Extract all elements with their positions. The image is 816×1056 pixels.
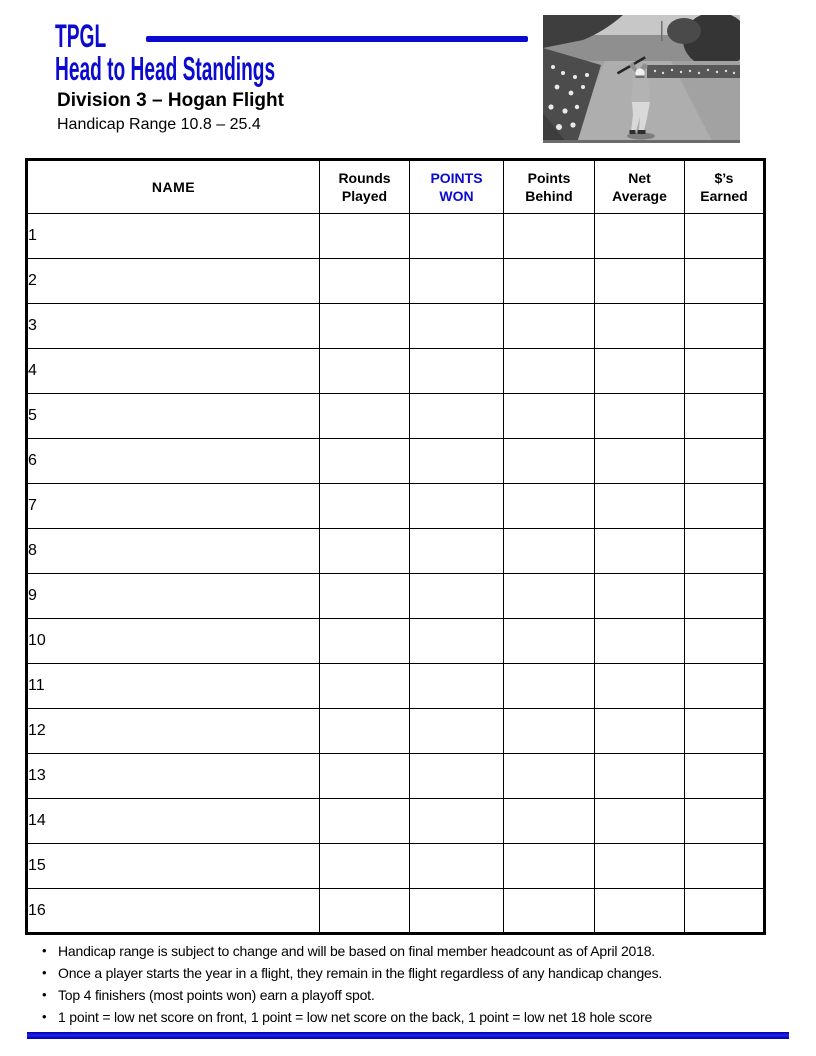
rounds-played-cell — [320, 619, 410, 664]
net-average-cell — [595, 844, 685, 889]
col-header-line: Behind — [525, 188, 573, 204]
page-title: Head to Head Standings — [55, 50, 276, 87]
dollars-earned-cell — [685, 529, 765, 574]
points-behind-cell — [504, 259, 595, 304]
points-behind-cell — [504, 709, 595, 754]
player-name-cell: 8 — [27, 529, 320, 574]
dollars-earned-cell — [685, 889, 765, 934]
footnote-item: • Handicap range is subject to change and will be based on final member headcount as of April 2018. — [38, 940, 808, 962]
points-won-cell — [410, 439, 504, 484]
table-row — [27, 259, 765, 304]
points-behind-cell — [504, 889, 595, 934]
rounds-played-cell — [320, 889, 410, 934]
player-name-cell: 2 — [27, 259, 320, 304]
points-behind-cell — [504, 799, 595, 844]
net-average-cell — [595, 394, 685, 439]
rounds-played-cell — [320, 439, 410, 484]
table-row — [27, 709, 765, 754]
points-won-cell — [410, 529, 504, 574]
col-header-net-average — [595, 160, 685, 214]
table-header-row — [27, 160, 765, 214]
net-average-cell — [595, 214, 685, 259]
net-average-cell — [595, 619, 685, 664]
rounds-played-cell — [320, 799, 410, 844]
player-name-cell: 5 — [27, 394, 320, 439]
col-header-line: Earned — [700, 188, 748, 204]
col-header-name: NAME — [27, 160, 320, 214]
rounds-played-cell — [320, 259, 410, 304]
rounds-played-cell — [320, 754, 410, 799]
col-header-line: Points — [527, 170, 571, 186]
player-name-cell: 16 — [27, 889, 320, 934]
player-name-cell: 9 — [27, 574, 320, 619]
net-average-cell — [595, 664, 685, 709]
points-won-cell — [410, 574, 504, 619]
points-behind-cell — [504, 844, 595, 889]
table-row — [27, 754, 765, 799]
player-name-cell: 3 — [27, 304, 320, 349]
league-logo-text: TPGL — [55, 18, 107, 54]
points-won-cell — [410, 844, 504, 889]
dollars-earned-cell — [685, 349, 765, 394]
points-behind-cell — [504, 529, 595, 574]
table-row — [27, 439, 765, 484]
points-won-cell — [410, 214, 504, 259]
net-average-cell — [595, 889, 685, 934]
footnote-item: • Once a player starts the year in a flight, they remain in the flight regardless of any handicap changes. — [38, 962, 808, 984]
dollars-earned-cell — [685, 619, 765, 664]
net-average-cell — [595, 709, 685, 754]
dollars-earned-cell — [685, 844, 765, 889]
col-header-rounds-played — [320, 160, 410, 214]
rounds-played-cell — [320, 349, 410, 394]
points-behind-cell — [504, 349, 595, 394]
table-row — [27, 619, 765, 664]
dollars-earned-cell — [685, 484, 765, 529]
footnote-item: • Top 4 finishers (most points won) earn a playoff spot. — [38, 984, 808, 1006]
table-row — [27, 664, 765, 709]
dollars-earned-cell — [685, 394, 765, 439]
player-name-cell: 13 — [27, 754, 320, 799]
dollars-earned-cell — [685, 664, 765, 709]
table-row — [27, 529, 765, 574]
dollars-earned-cell — [685, 754, 765, 799]
dollars-earned-cell — [685, 709, 765, 754]
header-rule — [146, 36, 528, 42]
table-row — [27, 349, 765, 394]
handicap-range: Handicap Range 10.8 – 25.4 — [57, 116, 261, 133]
net-average-cell — [595, 484, 685, 529]
dollars-earned-cell — [685, 439, 765, 484]
player-name-cell: 11 — [27, 664, 320, 709]
points-won-cell — [410, 619, 504, 664]
table-row — [27, 214, 765, 259]
points-behind-cell — [504, 484, 595, 529]
golfer-swing-photo — [543, 15, 740, 143]
table-row — [27, 844, 765, 889]
rounds-played-cell — [320, 844, 410, 889]
points-behind-cell — [504, 574, 595, 619]
points-won-cell — [410, 889, 504, 934]
dollars-earned-cell — [685, 214, 765, 259]
col-header-line: $’s — [714, 170, 734, 186]
footer-rule — [27, 1032, 789, 1039]
col-header-line: Rounds — [338, 170, 391, 186]
rounds-played-cell — [320, 574, 410, 619]
standings-table-body — [27, 214, 765, 934]
rounds-played-cell — [320, 709, 410, 754]
points-behind-cell — [504, 394, 595, 439]
player-name-cell: 7 — [27, 484, 320, 529]
net-average-cell — [595, 754, 685, 799]
net-average-cell — [595, 349, 685, 394]
table-row — [27, 394, 765, 439]
points-won-cell — [410, 754, 504, 799]
col-header-points-won — [410, 160, 504, 214]
points-won-cell — [410, 664, 504, 709]
player-name-cell: 15 — [27, 844, 320, 889]
points-behind-cell — [504, 439, 595, 484]
division-heading: Division 3 – Hogan Flight — [57, 90, 284, 111]
rounds-played-cell — [320, 529, 410, 574]
rounds-played-cell — [320, 304, 410, 349]
col-header-line: Net — [628, 170, 651, 186]
dollars-earned-cell — [685, 574, 765, 619]
col-header-line: Average — [612, 188, 667, 204]
footnote-item: • 1 point = low net score on front, 1 point = low net score on the back, 1 point = low net 18 hole score — [38, 1006, 808, 1028]
table-row — [27, 799, 765, 844]
player-name-cell: 12 — [27, 709, 320, 754]
dollars-earned-cell — [685, 259, 765, 304]
points-won-cell — [410, 709, 504, 754]
points-behind-cell — [504, 664, 595, 709]
net-average-cell — [595, 259, 685, 304]
table-row — [27, 574, 765, 619]
points-won-cell — [410, 799, 504, 844]
player-name-cell: 14 — [27, 799, 320, 844]
col-header-line: WON — [439, 188, 474, 204]
points-behind-cell — [504, 619, 595, 664]
player-name-cell: 10 — [27, 619, 320, 664]
net-average-cell — [595, 799, 685, 844]
rounds-played-cell — [320, 664, 410, 709]
points-won-cell — [410, 259, 504, 304]
points-behind-cell — [504, 214, 595, 259]
points-won-cell — [410, 394, 504, 439]
col-header-line: Played — [341, 188, 388, 204]
player-name-cell: 6 — [27, 439, 320, 484]
col-header-dollars-earned — [685, 160, 765, 214]
net-average-cell — [595, 304, 685, 349]
col-header-points-behind — [504, 160, 595, 214]
table-row — [27, 304, 765, 349]
rounds-played-cell — [320, 214, 410, 259]
net-average-cell — [595, 439, 685, 484]
rounds-played-cell — [320, 484, 410, 529]
col-header-line: POINTS — [430, 170, 483, 186]
dollars-earned-cell — [685, 304, 765, 349]
rounds-played-cell — [320, 394, 410, 439]
net-average-cell — [595, 529, 685, 574]
footnotes-list — [38, 940, 808, 1028]
points-won-cell — [410, 304, 504, 349]
net-average-cell — [595, 574, 685, 619]
points-won-cell — [410, 484, 504, 529]
standings-table — [25, 158, 766, 935]
points-behind-cell — [504, 304, 595, 349]
dollars-earned-cell — [685, 799, 765, 844]
table-row — [27, 889, 765, 934]
points-behind-cell — [504, 754, 595, 799]
player-name-cell: 1 — [27, 214, 320, 259]
table-row — [27, 484, 765, 529]
points-won-cell — [410, 349, 504, 394]
player-name-cell: 4 — [27, 349, 320, 394]
